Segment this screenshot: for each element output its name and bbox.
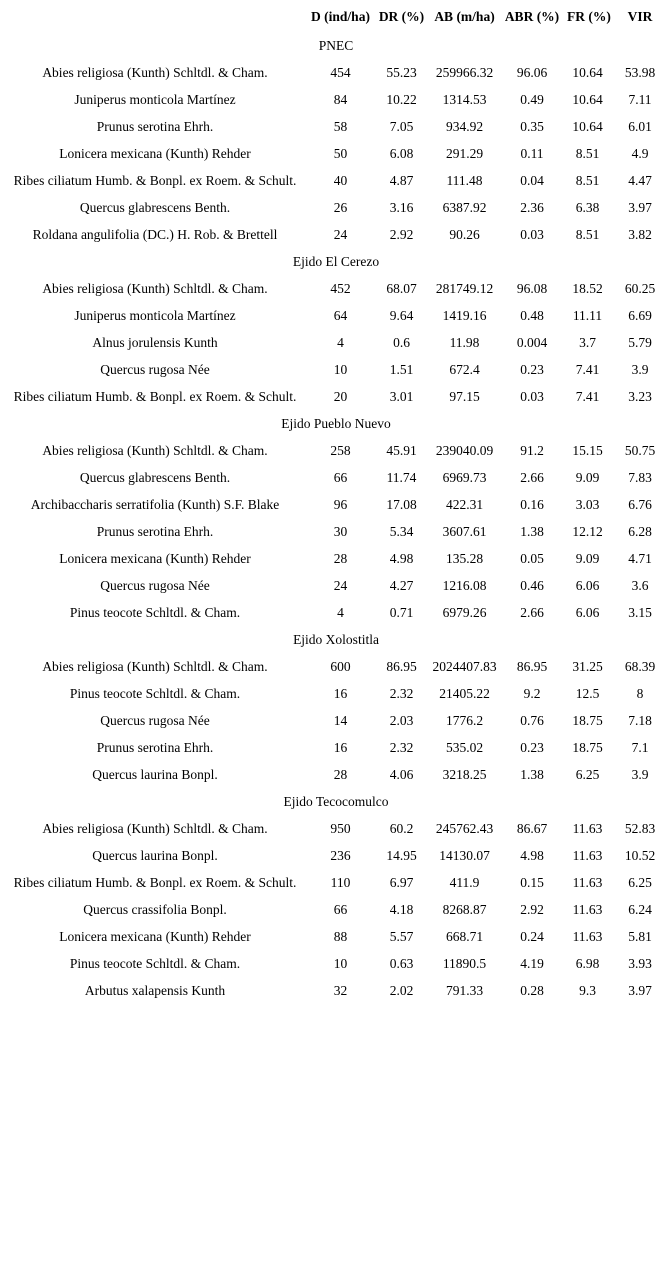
species-name-cell: Quercus laurina Bonpl. [92,766,218,782]
species-name-cell: Quercus rugosa Née [100,712,210,728]
value-cell: 6.76 [628,496,652,512]
value-cell: 3.97 [628,982,652,998]
section-title: PNEC [318,37,354,53]
value-cell: 96.06 [516,64,548,80]
species-name-cell: Pinus teocote Schltdl. & Cham. [69,955,241,971]
value-cell: 7.05 [389,118,414,134]
value-cell: 18.75 [572,739,603,755]
value-cell: 58 [333,118,348,134]
value-cell: 3.7 [579,334,596,350]
column-header: VIR [627,9,653,25]
species-name-cell: Quercus glabrescens Benth. [79,199,231,215]
column-header: FR (%) [567,9,611,25]
value-cell: 17.08 [386,496,417,512]
section-header-row [0,410,672,437]
table-row [0,680,672,707]
value-cell: 111.48 [446,172,483,188]
value-cell: 2.32 [389,685,414,701]
value-cell: 4.98 [520,847,544,863]
value-cell: 16 [333,685,348,701]
table-header [0,2,672,32]
value-cell: 9.3 [579,982,596,998]
value-cell: 5.79 [628,334,652,350]
value-cell: 535.02 [445,739,484,755]
value-cell: 0.28 [520,982,544,998]
value-cell: 1.38 [520,766,544,782]
value-cell: 91.2 [520,442,544,458]
value-cell: 934.92 [445,118,484,134]
value-cell: 0.16 [520,496,544,512]
table-row [0,221,672,248]
value-cell: 31.25 [572,658,603,674]
table-row [0,842,672,869]
species-name-cell: Quercus rugosa Née [100,361,210,377]
value-cell: 2.03 [389,712,414,728]
species-name-cell: Prunus serotina Ehrh. [96,118,214,134]
table-row [0,437,672,464]
table-row [0,707,672,734]
value-cell: 2024407.83 [432,658,497,674]
value-cell: 3.23 [628,388,652,404]
table-row [0,761,672,788]
section-title: Ejido Tecocomulco [283,793,389,809]
value-cell: 2.02 [389,982,414,998]
value-cell: 0.71 [389,604,414,620]
value-cell: 2.66 [520,469,544,485]
table-row [0,113,672,140]
section-header-row [0,788,672,815]
value-cell: 454 [330,64,351,80]
value-cell: 6.24 [628,901,652,917]
value-cell: 9.2 [523,685,541,701]
value-cell: 9.09 [575,550,600,566]
value-cell: 14130.07 [439,847,490,863]
value-cell: 4 [337,604,344,620]
value-cell: 10 [333,955,348,971]
table-row [0,599,672,626]
value-cell: 4.06 [389,766,414,782]
value-cell: 15.15 [572,442,603,458]
value-cell: 6.69 [628,307,652,323]
value-cell: 88 [333,928,348,944]
column-header: D (ind/ha) [311,9,370,25]
value-cell: 600 [330,658,351,674]
table-row [0,194,672,221]
value-cell: 14 [333,712,348,728]
value-cell: 16 [333,739,348,755]
value-cell: 14.95 [386,847,417,863]
table-row [0,545,672,572]
value-cell: 9.64 [389,307,414,323]
value-cell: 68.07 [386,280,417,296]
value-cell: 3.01 [389,388,414,404]
value-cell: 7.18 [628,712,652,728]
value-cell: 0.004 [516,334,548,350]
value-cell: 8268.87 [442,901,487,917]
value-cell: 6.98 [575,955,600,971]
species-name-cell: Quercus crassifolia Bonpl. [83,901,227,917]
value-cell: 24 [333,226,348,242]
species-name-cell: Pinus teocote Schltdl. & Cham. [69,685,241,701]
section-title: Ejido Pueblo Nuevo [281,415,391,431]
value-cell: 60.2 [389,820,414,836]
species-name-cell: Abies religiosa (Kunth) Schltdl. & Cham. [42,658,268,674]
value-cell: 55.23 [386,64,417,80]
value-cell: 0.76 [520,712,544,728]
value-cell: 135.28 [445,550,484,566]
value-cell: 97.15 [449,388,480,404]
table-row [0,869,672,896]
value-cell: 239040.09 [435,442,494,458]
value-cell: 4.87 [389,172,414,188]
value-cell: 40 [333,172,348,188]
value-cell: 236 [330,847,351,863]
species-name-cell: Alnus jorulensis Kunth [92,334,218,350]
column-header: ABR (%) [504,9,560,25]
species-importance-table [0,2,672,1004]
value-cell: 0.6 [393,334,410,350]
species-name-cell: Juniperus monticola Martínez [74,307,236,323]
table-row [0,815,672,842]
value-cell: 950 [330,820,351,836]
column-header: DR (%) [378,9,425,25]
species-name-cell: Quercus glabrescens Benth. [79,469,231,485]
section-header-row [0,32,672,59]
value-cell: 11.74 [386,469,417,485]
value-cell: 1776.2 [445,712,484,728]
value-cell: 10.52 [624,847,656,863]
value-cell: 245762.43 [435,820,494,836]
value-cell: 28 [333,550,348,566]
species-name-cell: Abies religiosa (Kunth) Schltdl. & Cham. [42,64,268,80]
value-cell: 6.25 [628,874,652,890]
value-cell: 8 [636,685,644,701]
value-cell: 12.12 [572,523,603,539]
value-cell: 2.92 [389,226,414,242]
value-cell: 281749.12 [435,280,494,296]
value-cell: 50 [333,145,348,161]
value-cell: 6.01 [628,118,652,134]
value-cell: 5.81 [628,928,652,944]
table-body [0,32,672,1004]
value-cell: 11.98 [449,334,480,350]
value-cell: 3.82 [628,226,652,242]
value-cell: 11.63 [572,874,603,890]
species-name-cell: Archibaccharis serratifolia (Kunth) S.F. Blake [30,496,280,512]
table-row [0,491,672,518]
value-cell: 0.23 [520,361,544,377]
value-cell: 1.51 [389,361,414,377]
value-cell: 3.97 [628,199,652,215]
species-name-cell: Juniperus monticola Martínez [74,91,236,107]
value-cell: 2.36 [520,199,544,215]
species-column-header [0,2,310,32]
table-row [0,977,672,1004]
section-title: Ejido Xolostitla [293,631,379,647]
section-header-row [0,626,672,653]
table-row [0,167,672,194]
value-cell: 10.64 [572,91,603,107]
species-name-cell: Arbutus xalapensis Kunth [84,982,226,998]
value-cell: 6.08 [389,145,414,161]
value-cell: 60.25 [624,280,656,296]
section-title: Ejido El Cerezo [292,253,380,269]
value-cell: 7.11 [628,91,652,107]
value-cell: 10.22 [386,91,417,107]
value-cell: 4.98 [389,550,414,566]
value-cell: 9.09 [575,469,600,485]
value-cell: 6.06 [575,604,600,620]
value-cell: 0.63 [389,955,414,971]
value-cell: 4 [337,334,344,350]
value-cell: 86.67 [516,820,548,836]
value-cell: 6.38 [575,199,600,215]
value-cell: 2.66 [520,604,544,620]
table-row [0,518,672,545]
value-cell: 0.46 [520,577,544,593]
value-cell: 53.98 [624,64,656,80]
column-header: AB (m/ha) [434,9,495,25]
species-name-cell: Ribes ciliatum Humb. & Bonpl. ex Roem. & Schult. [13,388,297,404]
value-cell: 0.04 [520,172,544,188]
table-row [0,140,672,167]
value-cell: 8.51 [575,172,600,188]
value-cell: 422.31 [445,496,484,512]
value-cell: 6.25 [575,766,600,782]
value-cell: 259966.32 [435,64,494,80]
value-cell: 8.51 [575,226,600,242]
value-cell: 45.91 [386,442,417,458]
table-row [0,86,672,113]
value-cell: 8.51 [575,145,600,161]
value-cell: 3.16 [389,199,414,215]
value-cell: 86.95 [386,658,417,674]
value-cell: 11.63 [572,820,603,836]
table-row [0,275,672,302]
value-cell: 3.6 [631,577,649,593]
value-cell: 5.34 [389,523,414,539]
value-cell: 10.64 [572,118,603,134]
value-cell: 0.49 [520,91,544,107]
value-cell: 6979.26 [442,604,487,620]
value-cell: 411.9 [449,874,480,890]
value-cell: 0.48 [520,307,544,323]
value-cell: 50.75 [624,442,656,458]
value-cell: 3.03 [575,496,600,512]
value-cell: 4.9 [631,145,649,161]
value-cell: 668.71 [445,928,484,944]
value-cell: 0.15 [520,874,544,890]
value-cell: 28 [333,766,348,782]
value-cell: 30 [333,523,348,539]
value-cell: 52.83 [624,820,656,836]
value-cell: 2.92 [520,901,544,917]
species-name-cell: Abies religiosa (Kunth) Schltdl. & Cham. [42,820,268,836]
value-cell: 4.47 [628,172,652,188]
species-name-cell: Prunus serotina Ehrh. [96,523,214,539]
value-cell: 6.28 [628,523,652,539]
species-name-cell: Abies religiosa (Kunth) Schltdl. & Cham. [42,442,268,458]
table-row [0,923,672,950]
value-cell: 11.63 [572,901,603,917]
table-row [0,59,672,86]
value-cell: 3607.61 [442,523,487,539]
table-row [0,302,672,329]
value-cell: 66 [333,901,348,917]
value-cell: 0.03 [520,226,544,242]
value-cell: 6.97 [389,874,414,890]
species-name-cell: Pinus teocote Schltdl. & Cham. [69,604,241,620]
value-cell: 90.26 [449,226,480,242]
species-name-cell: Lonicera mexicana (Kunth) Rehder [59,145,251,161]
value-cell: 3.9 [631,361,649,377]
value-cell: 1.38 [520,523,544,539]
value-cell: 11.11 [572,307,603,323]
value-cell: 7.1 [631,739,649,755]
value-cell: 96.08 [516,280,548,296]
value-cell: 452 [330,280,351,296]
value-cell: 4.27 [389,577,414,593]
value-cell: 21405.22 [439,685,490,701]
value-cell: 7.41 [575,388,600,404]
species-name-cell: Ribes ciliatum Humb. & Bonpl. ex Roem. & Schult. [13,172,297,188]
value-cell: 0.24 [520,928,544,944]
value-cell: 3.9 [631,766,649,782]
table-row [0,356,672,383]
value-cell: 0.03 [520,388,544,404]
value-cell: 258 [330,442,351,458]
value-cell: 3.93 [628,955,652,971]
value-cell: 2.32 [389,739,414,755]
species-name-cell: Quercus rugosa Née [100,577,210,593]
value-cell: 110 [330,874,351,890]
value-cell: 84 [333,91,348,107]
value-cell: 18.75 [572,712,603,728]
value-cell: 1314.53 [442,91,487,107]
value-cell: 12.5 [575,685,600,701]
value-cell: 66 [333,469,348,485]
value-cell: 24 [333,577,348,593]
value-cell: 0.11 [520,145,544,161]
header-row [0,2,672,32]
value-cell: 4.19 [520,955,544,971]
value-cell: 26 [333,199,348,215]
value-cell: 7.41 [575,361,600,377]
species-name-cell: Roldana angulifolia (DC.) H. Rob. & Brettell [32,226,278,242]
species-name-cell: Lonicera mexicana (Kunth) Rehder [59,550,251,566]
table-row [0,383,672,410]
species-name-cell: Abies religiosa (Kunth) Schltdl. & Cham. [42,280,268,296]
value-cell: 4.71 [628,550,652,566]
value-cell: 4.18 [389,901,414,917]
value-cell: 11.63 [572,928,603,944]
value-cell: 0.05 [520,550,544,566]
section-header-row [0,248,672,275]
table-row [0,329,672,356]
table-row [0,653,672,680]
value-cell: 10 [333,361,348,377]
value-cell: 0.35 [520,118,544,134]
table-row [0,896,672,923]
table-row [0,734,672,761]
value-cell: 6969.73 [442,469,487,485]
value-cell: 18.52 [572,280,603,296]
value-cell: 86.95 [516,658,548,674]
value-cell: 5.57 [389,928,414,944]
value-cell: 68.39 [624,658,656,674]
species-name-cell: Prunus serotina Ehrh. [96,739,214,755]
value-cell: 672.4 [449,361,480,377]
value-cell: 32 [333,982,348,998]
value-cell: 20 [333,388,348,404]
value-cell: 10.64 [572,64,603,80]
value-cell: 0.23 [520,739,544,755]
value-cell: 7.83 [628,469,652,485]
table-row [0,572,672,599]
value-cell: 1419.16 [442,307,487,323]
species-name-cell: Ribes ciliatum Humb. & Bonpl. ex Roem. & Schult. [13,874,297,890]
value-cell: 11890.5 [442,955,487,971]
value-cell: 64 [333,307,348,323]
species-name-cell: Quercus laurina Bonpl. [92,847,218,863]
value-cell: 3.15 [628,604,652,620]
value-cell: 11.63 [572,847,603,863]
species-name-cell: Lonicera mexicana (Kunth) Rehder [59,928,251,944]
value-cell: 791.33 [445,982,484,998]
value-cell: 291.29 [445,145,484,161]
value-cell: 6.06 [575,577,600,593]
table-row [0,950,672,977]
table-row [0,464,672,491]
value-cell: 96 [333,496,348,512]
value-cell: 6387.92 [442,199,487,215]
value-cell: 1216.08 [442,577,487,593]
value-cell: 3218.25 [442,766,487,782]
